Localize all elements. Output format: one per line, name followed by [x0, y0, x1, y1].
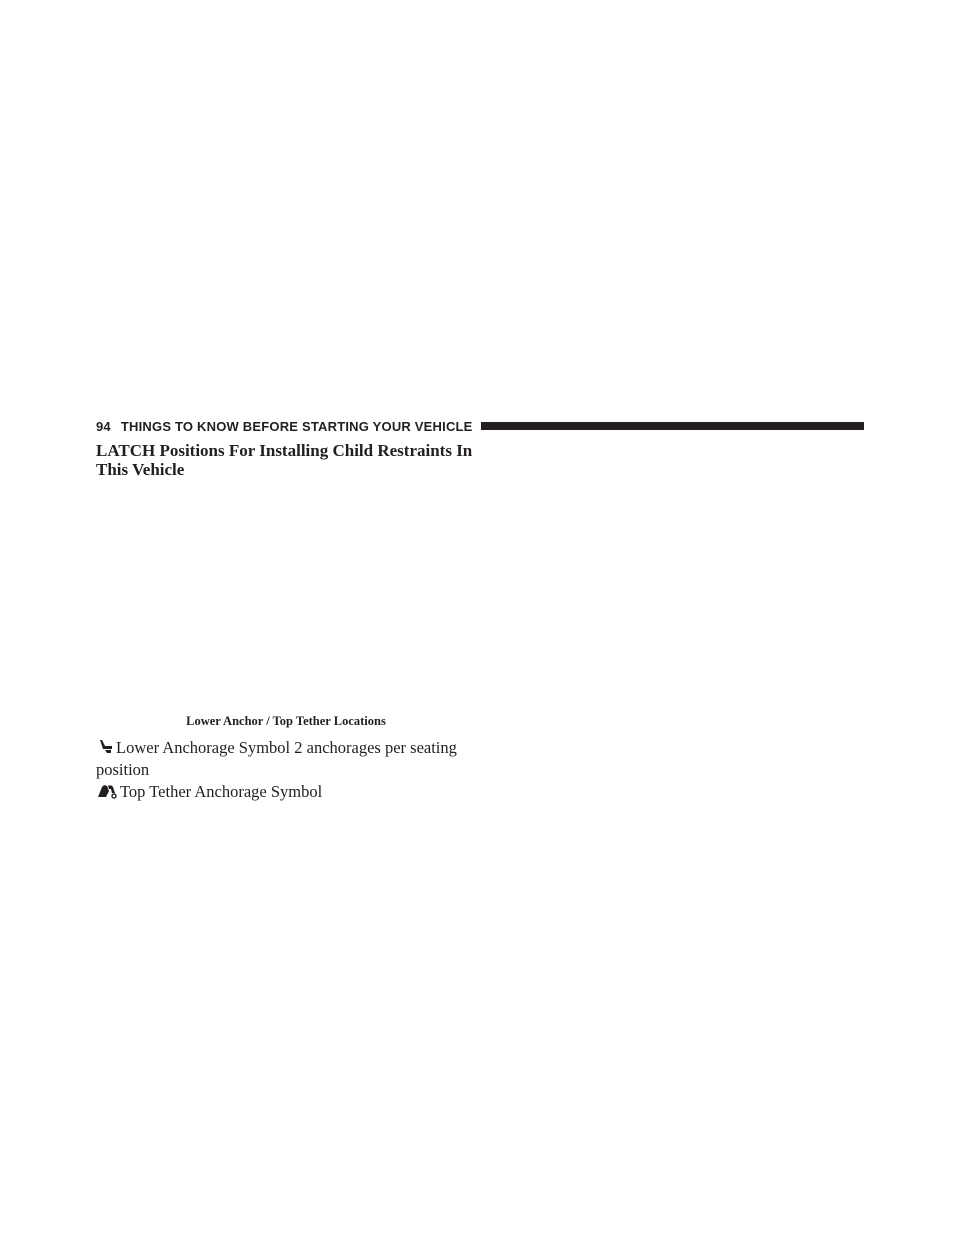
lower-anchorage-text: Lower Anchorage Symbol 2 anchorages per seating: [116, 738, 457, 757]
figure-blank-area: [96, 490, 476, 700]
section-title-line-1: LATCH Positions For Installing Child Restraints In: [96, 441, 473, 460]
section-title: [96, 441, 476, 479]
lower-anchorage-icon: [96, 739, 114, 760]
legend-lower-anchorage: [96, 738, 476, 780]
page-header: [96, 417, 864, 435]
page-number: 94: [96, 418, 111, 434]
header-rule: [481, 422, 864, 430]
figure-caption: Lower Anchor / Top Tether Locations: [186, 714, 386, 728]
section-title-line-2: This Vehicle: [96, 460, 185, 479]
top-tether-text: Top Tether Anchorage Symbol: [120, 782, 323, 801]
top-tether-icon: [96, 783, 118, 804]
chapter-title: THINGS TO KNOW BEFORE STARTING YOUR VEHICLE: [120, 418, 473, 434]
lower-anchorage-text-cont: position: [96, 760, 150, 779]
legend-top-tether: [96, 782, 476, 804]
